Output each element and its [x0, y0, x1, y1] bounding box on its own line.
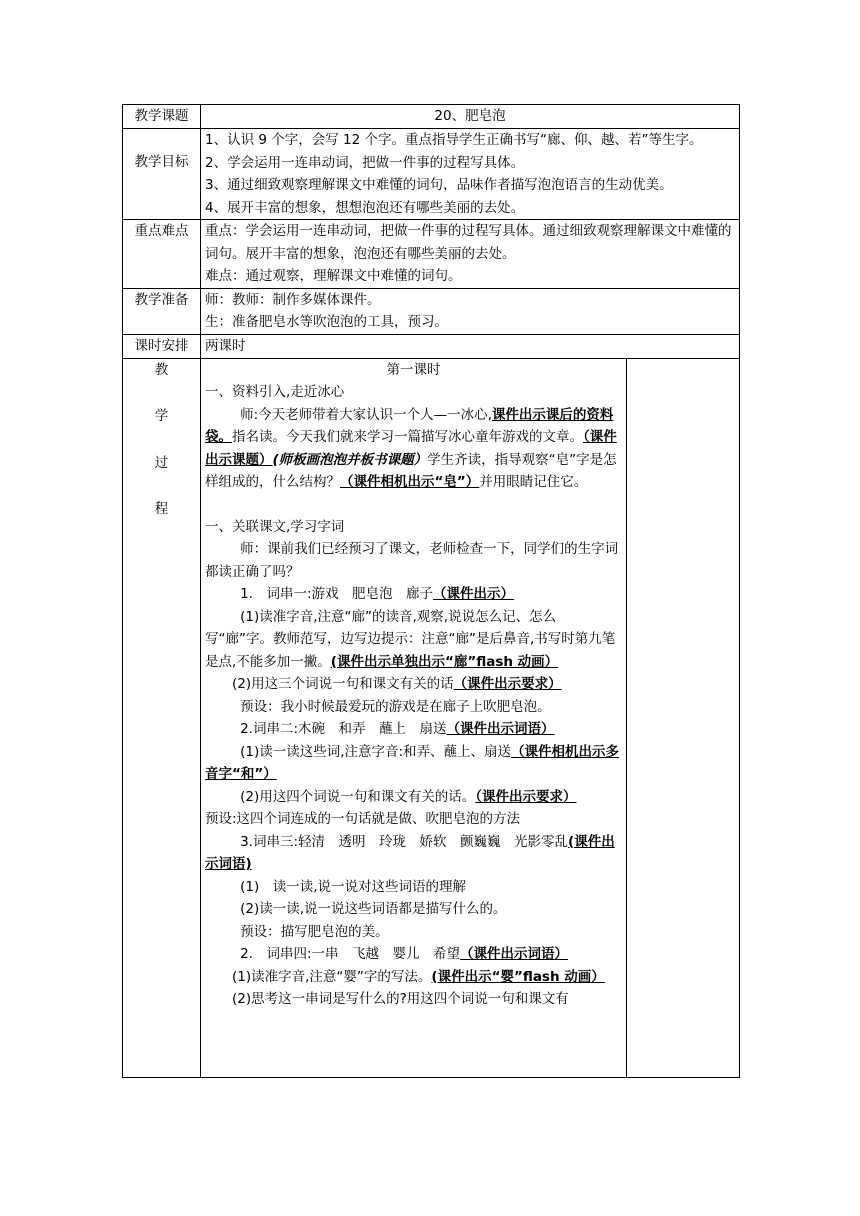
courseware-note: 课件出示课后的资料袋。 — [205, 406, 614, 445]
courseware-note: （课件出示词语） — [446, 721, 555, 737]
text-run: (1)读准字音,注意“廊”的读音,观察,说说怎么记、怎么写“廊”字。教师范写，边写边提示：注意“廊”是后鼻音,书写时第九笔是点,不能多加一撇。 — [205, 608, 616, 670]
lesson-title: 第一课时 — [386, 361, 441, 378]
process-label-char: 教 — [154, 361, 169, 378]
process-label-char: 过 — [154, 454, 169, 471]
lesson-plan-table — [122, 104, 740, 1078]
paragraph: (1) 读一读,说一说对这些词语的理解 — [240, 878, 467, 895]
goals-label: 教学目标 — [123, 129, 201, 220]
paragraph: 预设：我小时候最爱玩的游戏是在廊子上吹肥皂泡。 — [240, 698, 551, 715]
schedule-label: 课时安排 — [123, 334, 201, 358]
goal-item: 4、展开丰富的想象，想想泡泡还有哪些美丽的去处。 — [205, 199, 525, 216]
paragraph — [205, 741, 622, 786]
topic-value: 20、肥皂泡 — [201, 105, 740, 129]
section-title: 一、资料引入,走近冰心 — [205, 384, 345, 400]
paragraph — [205, 786, 622, 809]
paragraph: 预设:这四个词连成的一句话就是做、吹肥皂泡的方法 — [205, 811, 521, 827]
courseware-note: (课件出示单独出示“廊”flash 动画） — [330, 653, 559, 670]
text-run: 1. 词串一:游戏 肥皂泡 廊子 — [240, 586, 434, 602]
process-label-char: 学 — [154, 408, 169, 424]
paragraph — [205, 673, 622, 696]
key-point-item: 重点：学会运用一连串动词，把做一件事的过程写具体。通过细致观察理解课文中难懂的词句。展开丰富的想象，泡泡还有哪些美丽的去处。 — [205, 223, 732, 262]
process-label — [123, 358, 201, 1077]
key-points-label: 重点难点 — [123, 220, 201, 289]
lesson-content — [201, 358, 627, 1077]
paragraph — [205, 606, 622, 674]
prep-label: 教学准备 — [123, 288, 201, 334]
process-label-char: 程 — [154, 501, 169, 517]
courseware-note: （课件出示要求） — [453, 676, 562, 692]
paragraph — [205, 966, 622, 989]
word-group — [205, 943, 622, 966]
board-note: (师板画泡泡并板书课题） — [272, 451, 428, 468]
word-group — [205, 583, 622, 606]
text-run: 3.词串三:轻清 透明 玲珑 娇软 颤巍巍 光影零乱 — [240, 833, 569, 850]
goals-content — [201, 129, 740, 220]
courseware-note: （课件出示要求） — [475, 788, 577, 805]
paragraph — [205, 404, 622, 494]
courseware-note: （课件出示） — [433, 586, 515, 602]
section-title: 一、关联课文,学习字词 — [205, 518, 345, 535]
word-group — [205, 831, 622, 876]
courseware-note: (课件出示“婴”flash 动画） — [431, 968, 605, 985]
key-point-item: 难点：通过观察，理解课文中难懂的词句。 — [205, 268, 462, 284]
goal-item: 2、学会运用一连串动词，把做一件事的过程写具体。 — [205, 154, 525, 171]
courseware-note: (课件出示词语) — [205, 833, 615, 872]
paragraph: 师：课前我们已经预习了课文，老师检查一下，同学们的生字词都读正确了吗？ — [205, 541, 619, 580]
text-run: 并用眼睛记住它。 — [479, 474, 588, 490]
topic-label: 教学课题 — [123, 105, 201, 129]
blank-line — [205, 494, 622, 516]
paragraph: (2)读一读,说一说这些词语都是描写什么的。 — [240, 901, 507, 917]
text-run: (1)读一读这些词,注意字音:和弄、蘸上、扇送 — [240, 743, 512, 760]
notes-column — [627, 358, 740, 1077]
schedule-row — [123, 334, 740, 358]
prep-content — [201, 288, 740, 334]
text-run: 师:今天老师带着大家认识一个人—一冰心, — [240, 406, 492, 423]
text-run: 学生齐读，指导观察“皂”字是怎样组成的，什么结构？ — [205, 451, 617, 490]
goals-row — [123, 129, 740, 220]
word-group — [205, 718, 622, 741]
text-run: (1)读准字音,注意“婴”字的写法。 — [232, 968, 432, 985]
courseware-note: （课件相机出示“皂”） — [340, 474, 480, 490]
courseware-note: （课件出示课题） — [205, 429, 617, 468]
courseware-note: （课件出示词语） — [460, 946, 569, 962]
text-run: 2. 词串四:一串 飞越 婴儿 希望 — [240, 946, 461, 962]
text-run: 指名读。今天我们就来学习一篇描写冰心童年游戏的文章。 — [232, 429, 583, 445]
text-run: (2)用这三个词说一句和课文有关的话 — [232, 676, 454, 692]
topic-row — [123, 105, 740, 129]
text-run: (2)用这四个词说一句和课文有关的话。 — [240, 788, 476, 805]
prep-item: 生：准备肥皂水等吹泡泡的工具，预习。 — [205, 314, 448, 330]
paragraph: (2)思考这一串词是写什么的?用这四个词说一句和课文有 — [232, 991, 569, 1007]
text-run: 2.词串二:木碗 和弄 蘸上 扇送 — [240, 721, 447, 737]
key-points-content — [201, 220, 740, 289]
goal-item: 1、认识 9 个字，会写 12 个字。重点指导学生正确书写“廊、仰、越、若”等生字。 — [205, 132, 703, 148]
prep-row — [123, 288, 740, 334]
goal-item: 3、通过细致观察理解课文中难懂的词句，品味作者描写泡泡语言的生动优美。 — [205, 177, 673, 193]
paragraph: 预设：描写肥皂泡的美。 — [240, 923, 389, 940]
courseware-note: （课件相机出示多音字“和”） — [205, 743, 620, 782]
process-row — [123, 358, 740, 1077]
prep-item: 师：教师：制作多媒体课件。 — [205, 291, 381, 308]
schedule-value: 两课时 — [201, 334, 740, 358]
key-points-row — [123, 220, 740, 289]
